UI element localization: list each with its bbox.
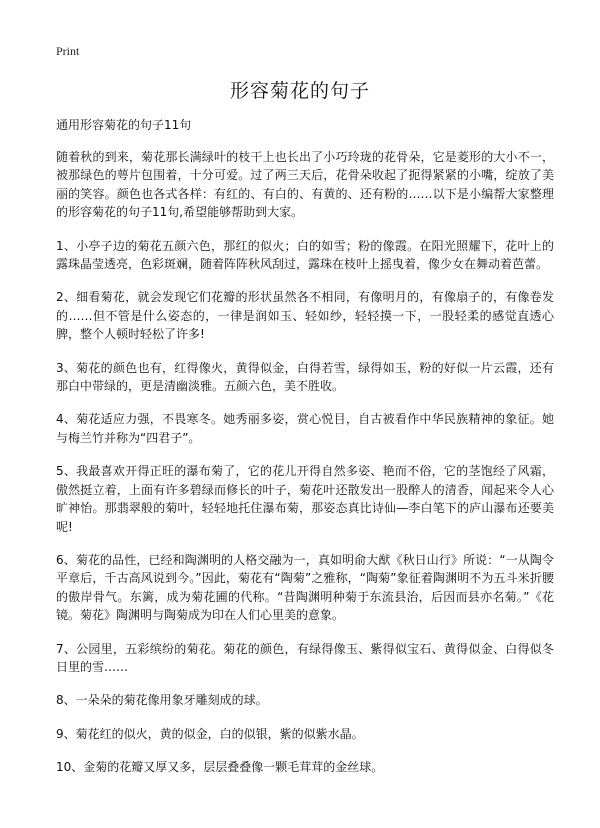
article-body xyxy=(56,116,554,792)
sentence-paragraph: 6、菊花的品性，已经和陶渊明的人格交融为一，真如明俞大猷《秋日山行》所说：“一从陶令平章后，千古高风说到今。”因此，菊花有“陶菊”之雅称，“陶菊”象征着陶渊明不为五斗米折腰的傲岸骨气。东篱，成为菊花圃的代称。“昔陶渊明种菊于东流县治，后因而县亦名菊。”《花镜。菊花》陶渊明与陶菊成为印在人们心里美的意象。 xyxy=(56,552,554,623)
article-subtitle: 通用形容菊花的句子11句 xyxy=(56,118,192,132)
sentence-paragraph: 4、菊花适应力强，不畏寒冬。她秀丽多姿，赏心悦目，自古被看作中华民族精神的象征。她与梅兰竹并称为“四君子”。 xyxy=(56,412,554,445)
sentence-paragraph: 9、菊花红的似火，黄的似金，白的似银，紫的似紫水晶。 xyxy=(56,726,364,741)
sentence-paragraph: 7、公园里，五彩缤纷的菊花。菊花的颜色，有绿得像玉、紫得似宝石、黄得似金、白得似冬日里的雪…… xyxy=(56,641,554,674)
sentence-paragraph: 1、小亭子边的菊花五颜六色，那红的似火；白的如雪；粉的像霞。在阳光照耀下，花叶上的露珠晶莹透亮，色彩斑斓，随着阵阵秋风刮过，露珠在枝叶上摇曳着，像少女在舞动着芭蕾。 xyxy=(56,238,554,272)
sentence-paragraph: 8、一朵朵的菊花像用象牙雕刻成的球。 xyxy=(56,693,268,708)
print-link[interactable]: Print xyxy=(56,44,80,58)
sentence-paragraph: 5、我最喜欢开得正旺的瀑布菊了，它的花儿开得自然多姿、艳而不俗，它的茎饱经了风霜，傲然挺立着，上面有许多碧绿而修长的叶子，菊花叶还散发出一股醉人的清香，闻起来令人心旷神怡。那翡翠般的菊叶，轻轻地托住瀑布菊，那姿态真比诗仙—李白笔下的庐山瀑布还要美呢! xyxy=(56,464,554,534)
sentence-paragraph: 10、金菊的花瓣又厚又多，层层叠叠像一颗毛茸茸的金丝球。 xyxy=(56,760,384,775)
sentence-paragraph: 3、菊花的颜色也有，红得像火，黄得似金，白得若雪，绿得如玉，粉的好似一片云霞，还有那白中带绿的，更是清幽淡雅。五颜六色，美不胜收。 xyxy=(56,360,554,394)
sentence-paragraph: 2、细看菊花，就会发现它们花瓣的形状虽然各不相同，有像明月的，有像扇子的，有像卷发的……但不管是什么姿态的，一律是润如玉、轻如纱，轻轻摸一下，一股轻柔的感觉直透心脾，整个人顿时轻松了许多! xyxy=(56,290,554,342)
intro-paragraph: 随着秋的到来，菊花那长满绿叶的枝干上也长出了小巧玲珑的花骨朵，它是菱形的大小不一，被那绿色的萼片包围着，十分可爱。过了两三天后，花骨朵收起了扼得紧紧的小嘴，绽放了美丽的笑容。颜色也各式各样：有红的、有白的、有黄的、还有粉的……以下是小编帮大家整理的形容菊花的句子11句,希望能够帮助到大家。 xyxy=(56,150,554,220)
page-title: 形容菊花的句子 xyxy=(229,80,370,102)
